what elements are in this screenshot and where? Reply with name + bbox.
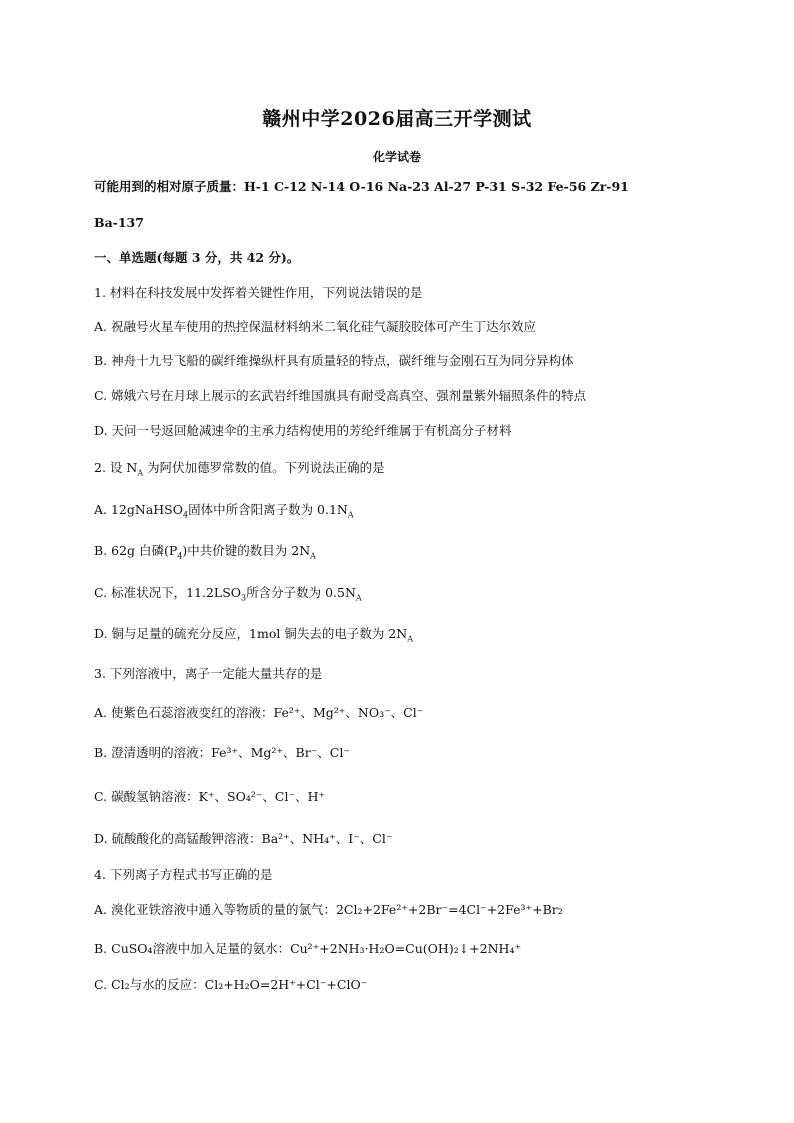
question-3-option-a: A. 使紫色石蕊溶液变红的溶液：Fe²⁺、Mg²⁺、NO₃⁻、Cl⁻ [94, 705, 424, 720]
question-2-option-b-text2: )中共价键的数目为 2N [182, 543, 311, 558]
question-2-option-a-text1: A. 12gNaHSO [94, 502, 183, 517]
question-2-option-c-sub1: 3 [241, 593, 247, 603]
question-2-option-a-text2: 固体中所含阳离子数为 0.1N [188, 502, 348, 517]
question-3-option-c: C. 碳酸氢钠溶液：K⁺、SO₄²⁻、Cl⁻、H⁺ [94, 789, 326, 804]
question-4-option-c: C. Cl₂与水的反应：Cl₂+H₂O=2H⁺+Cl⁻+ClO⁻ [94, 977, 368, 992]
question-4-stem: 4. 下列离子方程式书写正确的是 [94, 867, 273, 882]
question-1-option-b: B. 神舟十九号飞船的碳纤维操纵杆具有质量轻的特点，碳纤维与金刚石互为同分异构体 [94, 353, 574, 368]
question-2-option-b-sub1: 4 [177, 551, 183, 561]
question-3-option-b: B. 澄清透明的溶液：Fe³⁺、Mg²⁺、Br⁻、Cl⁻ [94, 745, 350, 760]
question-2-option-d-text1: D. 铜与足量的硫充分反应，1mol 铜失去的电子数为 2N [94, 626, 408, 641]
section-header: 一、单选题(每题 3 分，共 42 分)。 [94, 250, 300, 265]
question-2-option-d [94, 626, 413, 642]
exam-subtitle: 化学试卷 [372, 150, 421, 164]
question-2-option-b-sub2: A [310, 551, 316, 561]
question-2-option-c-text2: 所含分子数为 0.5N [246, 585, 356, 600]
atomic-mass-line-2: Ba-137 [94, 215, 144, 230]
question-3-stem: 3. 下列溶液中，离子一定能大量共存的是 [94, 666, 323, 681]
question-1-option-d: D. 天问一号返回舱减速伞的主承力结构使用的芳纶纤维属于有机高分子材料 [94, 423, 512, 438]
question-2-option-a-sub2: A [347, 510, 354, 520]
question-3-option-d: D. 硫酸酸化的高锰酸钾溶液：Ba²⁺、NH₄⁺、I⁻、Cl⁻ [94, 831, 393, 846]
exam-title: 赣州中学2026届高三开学测试 [262, 108, 532, 130]
question-2-option-c [94, 585, 362, 601]
question-4-option-b: B. CuSO₄溶液中加入足量的氨水：Cu²⁺+2NH₃·H₂O=Cu(OH)₂↓+2NH₄⁺ [94, 941, 522, 956]
question-2-stem-sub: A [137, 468, 144, 478]
question-1-option-a: A. 祝融号火星车使用的热控保温材料纳米二氧化硅气凝胶胶体可产生丁达尔效应 [94, 319, 536, 334]
question-2-stem [94, 460, 385, 476]
question-2-stem-post: 为阿伏加德罗常数的值。下列说法正确的是 [143, 460, 385, 475]
atomic-mass-line-1: 可能用到的相对原子质量：H-1 C-12 N-14 O-16 Na-23 Al-27 P-31 S-32 Fe-56 Zr-91 [94, 179, 629, 194]
question-1-option-c: C. 嫦娥六号在月球上展示的玄武岩纤维国旗具有耐受高真空、强剂量紫外辐照条件的特点 [94, 388, 587, 403]
question-2-option-c-sub2: A [355, 593, 362, 603]
question-2-stem-pre: 2. 设 N [94, 460, 138, 475]
question-4-option-a: A. 溴化亚铁溶液中通入等物质的量的氯气：2Cl₂+2Fe²⁺+2Br⁻=4Cl⁻+2Fe³⁺+Br₂ [94, 902, 563, 917]
question-2-option-c-text1: C. 标准状况下，11.2LSO [94, 585, 242, 600]
question-2-option-b-text1: B. 62g 白磷(P [94, 543, 178, 558]
question-2-option-a [94, 502, 354, 518]
question-2-option-a-sub1: 4 [182, 510, 189, 520]
question-1-stem: 1. 材料在科技发展中发挥着关键性作用，下列说法错误的是 [94, 285, 423, 300]
question-2-option-b [94, 543, 316, 559]
question-2-option-d-sub2: A [407, 634, 413, 644]
